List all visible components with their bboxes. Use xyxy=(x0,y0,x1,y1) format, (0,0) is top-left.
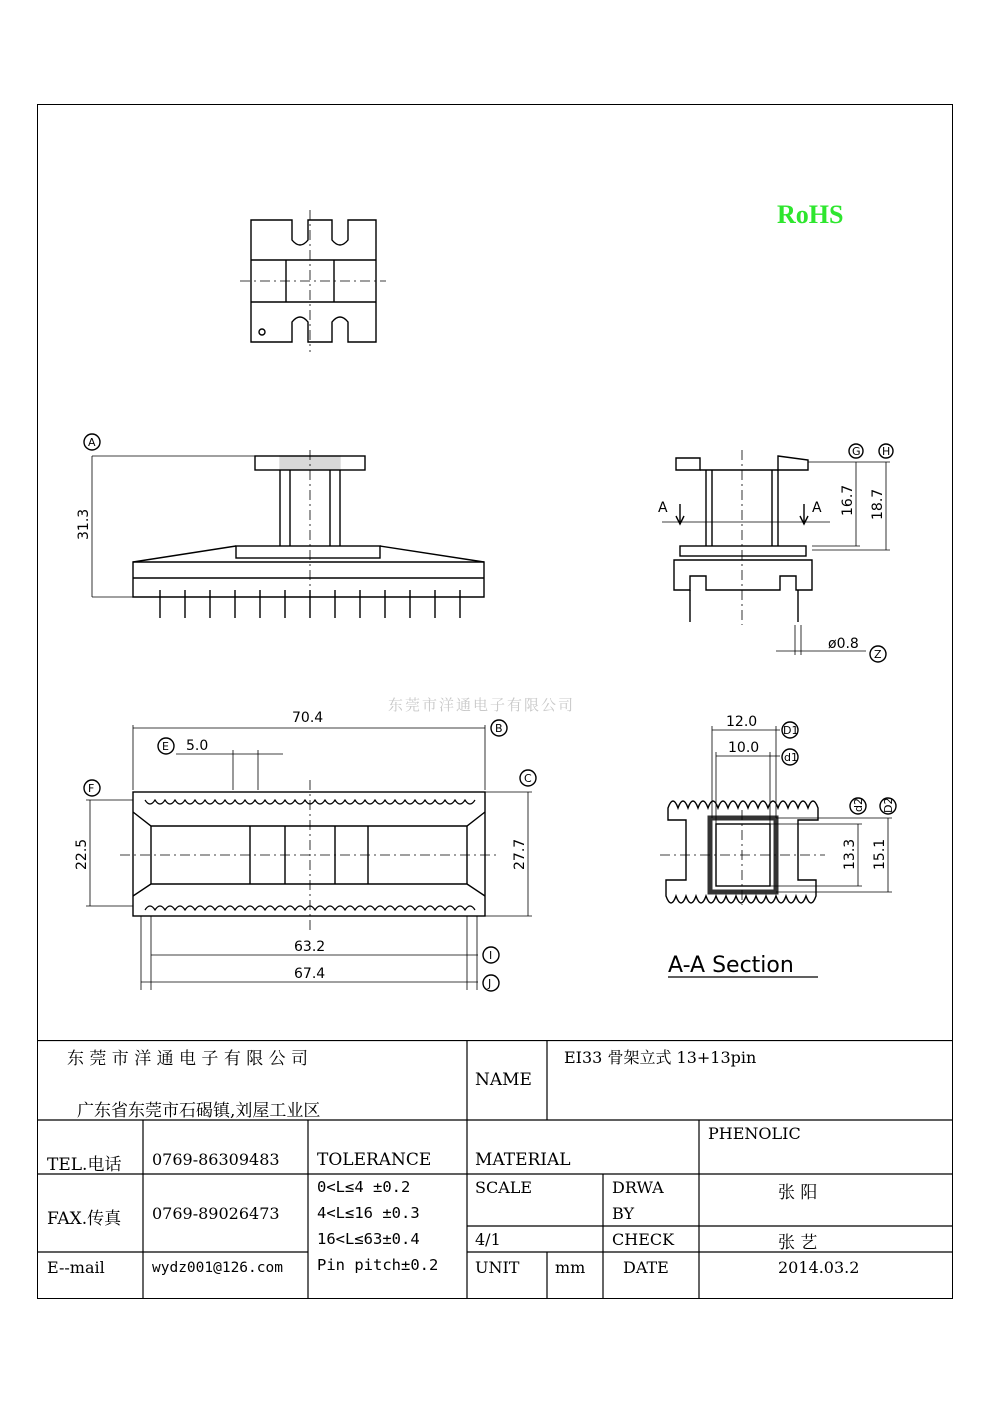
name-label: NAME xyxy=(475,1070,532,1090)
label-B: B xyxy=(495,722,503,735)
company-watermark: 东莞市洋通电子有限公司 xyxy=(388,696,576,714)
material-label: MATERIAL xyxy=(475,1150,571,1170)
label-E: E xyxy=(162,740,169,753)
date-label: DATE xyxy=(623,1258,669,1277)
tolerance-label: TOLERANCE xyxy=(317,1150,432,1170)
label-d1: d1 xyxy=(784,751,798,764)
label-Z: Z xyxy=(874,648,882,661)
email-value: wydz001@126.com xyxy=(152,1260,283,1276)
front-view xyxy=(76,434,484,618)
dim-10-0: 10.0 xyxy=(728,740,760,756)
scale-value: 4/1 xyxy=(475,1230,501,1249)
section-mark-right: A xyxy=(812,500,822,516)
drawn-label-1: DRWA xyxy=(612,1178,664,1197)
label-J: J xyxy=(488,977,492,990)
bottom-view xyxy=(74,710,536,991)
dim-16-7: 16.7 xyxy=(840,484,856,516)
tel-value: 0769-86309483 xyxy=(152,1150,280,1169)
drawn-by-value: 张 阳 xyxy=(778,1183,818,1203)
tolerance-line-4: Pin pitch±0.2 xyxy=(317,1256,439,1274)
dim-13-3: 13.3 xyxy=(842,838,858,870)
date-value: 2014.03.2 xyxy=(778,1258,860,1277)
top-view xyxy=(240,210,386,352)
dim-31-3: 31.3 xyxy=(76,508,92,540)
tolerance-line-2: 4<L≤16 ±0.3 xyxy=(317,1204,420,1222)
tolerance-line-3: 16<L≤63±0.4 xyxy=(317,1230,420,1248)
section-mark-left: A xyxy=(658,500,668,516)
dim-15-1: 15.1 xyxy=(872,838,888,870)
scale-label: SCALE xyxy=(475,1178,533,1197)
dim-22-5: 22.5 xyxy=(74,838,90,870)
dim-0-8: ø0.8 xyxy=(828,636,859,652)
label-I: I xyxy=(489,949,493,962)
label-C: C xyxy=(524,772,532,785)
dim-70-4: 70.4 xyxy=(292,710,324,726)
label-D1: D1 xyxy=(783,724,799,737)
rohs-badge: RoHS xyxy=(777,200,844,229)
dim-63-2: 63.2 xyxy=(294,939,326,955)
label-H: H xyxy=(882,445,891,458)
dim-12-0: 12.0 xyxy=(726,714,758,730)
dim-5-0: 5.0 xyxy=(186,738,209,754)
check-label: CHECK xyxy=(612,1230,675,1249)
dim-27-7: 27.7 xyxy=(512,838,528,870)
tolerance-line-1: 0<L≤4 ±0.2 xyxy=(317,1178,411,1196)
check-value: 张 艺 xyxy=(778,1233,818,1253)
dim-18-7: 18.7 xyxy=(870,488,886,520)
fax-value: 0769-89026473 xyxy=(152,1204,280,1223)
email-label: E--mail xyxy=(47,1258,105,1277)
fax-label: FAX.传真 xyxy=(47,1209,122,1229)
title-block xyxy=(37,1040,953,1299)
tel-label: TEL.电话 xyxy=(47,1155,122,1175)
company-name: 东 莞 市 洋 通 电 子 有 限 公 司 xyxy=(67,1049,309,1069)
drawn-label-2: BY xyxy=(612,1204,635,1223)
label-d2: d2 xyxy=(852,798,865,812)
section-view xyxy=(660,714,896,978)
section-title: A-A Section xyxy=(668,953,794,978)
part-name: EI33 骨架立式 13+13pin xyxy=(564,1048,757,1067)
label-D2: D2 xyxy=(882,797,895,813)
unit-value: mm xyxy=(555,1258,586,1277)
label-F: F xyxy=(88,782,95,795)
company-address: 广东省东莞市石碣镇,刘屋工业区 xyxy=(77,1101,321,1121)
label-A: A xyxy=(88,436,96,449)
unit-label: UNIT xyxy=(475,1258,520,1277)
dim-67-4: 67.4 xyxy=(294,966,326,982)
label-G: G xyxy=(852,445,861,458)
side-view xyxy=(658,444,893,662)
material-value: PHENOLIC xyxy=(708,1124,801,1143)
